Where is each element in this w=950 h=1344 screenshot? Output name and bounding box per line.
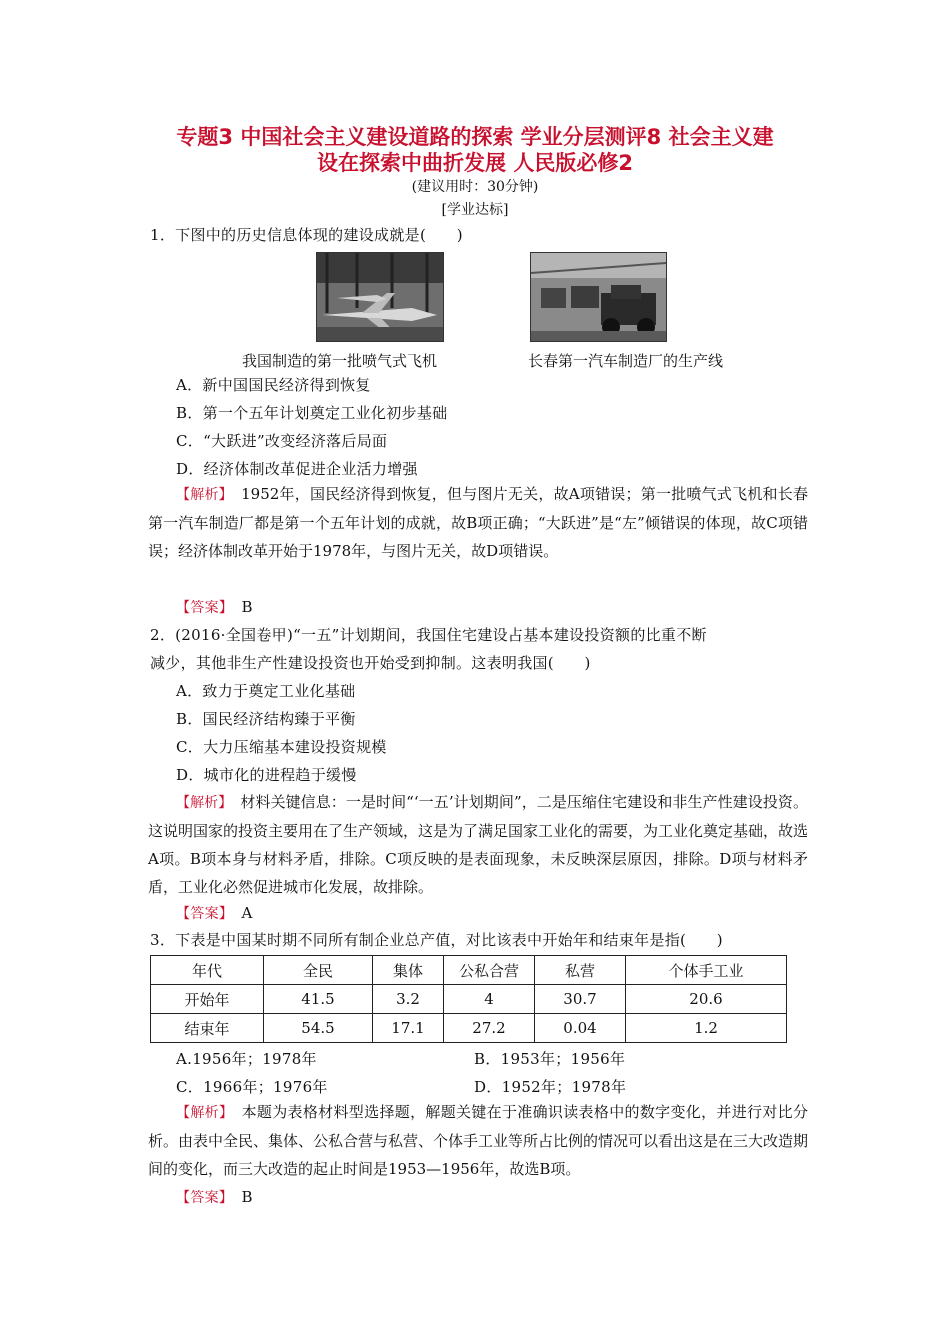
table-cell: 结束年 — [151, 1014, 264, 1043]
answer-label: 【答案】 — [176, 906, 227, 922]
jet-aircraft-image — [317, 253, 443, 341]
table-row — [151, 1014, 787, 1043]
q3-option-d: D．1952年；1978年 — [474, 1078, 627, 1096]
table-header-cell: 公私合营 — [444, 956, 535, 985]
analysis-label: 【解析】 — [176, 487, 226, 503]
jet-aircraft-photo — [316, 252, 444, 342]
q2-answer — [176, 902, 253, 923]
table-header-cell: 年代 — [151, 956, 264, 985]
q1-option-a: A．新中国国民经济得到恢复 — [176, 376, 371, 394]
analysis-label: 【解析】 — [176, 795, 226, 811]
suggested-time: (建议用时：30分钟) — [411, 179, 539, 195]
table-header-cell: 全民 — [264, 956, 373, 985]
table-cell: 开始年 — [151, 985, 264, 1014]
q1-analysis-text: 1952年，国民经济得到恢复，但与图片无关，故A项错误；第一批喷气式飞机和长春第一汽车制造厂都是第一个五年计划的成就，故B项正确；“大跃进”是“左”倾错误的体现，故C项错误；经济体制改革开始于1978年，与图片无关，故D项错误。 — [148, 485, 808, 560]
table-cell: 27.2 — [444, 1014, 535, 1043]
table-cell: 17.1 — [373, 1014, 444, 1043]
q1-answer — [176, 596, 253, 617]
q2-option-a: A．致力于奠定工业化基础 — [176, 682, 356, 700]
section-heading: [学业达标] — [441, 202, 509, 218]
q2-option-d: D．城市化的进程趋于缓慢 — [176, 766, 357, 784]
table-header-row — [151, 956, 787, 985]
q3-option-b: B．1953年；1956年 — [474, 1050, 626, 1068]
q1-option-b: B．第一个五年计划奠定工业化初步基础 — [176, 404, 448, 422]
q3-answer-value: B — [241, 1188, 253, 1206]
q1-answer-value: B — [241, 598, 253, 616]
q2-answer-value: A — [241, 904, 253, 922]
q2-option-c: C．大力压缩基本建设投资规模 — [176, 738, 387, 756]
question-1-stem: 1．下图中的历史信息体现的建设成就是( ) — [150, 226, 463, 244]
document-title-line-1: 专题3 中国社会主义建设道路的探索 学业分层测评8 社会主义建 — [176, 125, 774, 149]
q2-analysis-text: 材料关键信息：一是时间“‘一五’计划期间”，二是压缩住宅建设和非生产性建设投资。这说明国家的投资主要用在了生产领域，这是为了满足国家工业化的需要，为工业化奠定基础，故选A项。B项本身与材料矛盾，排除。C项反映的是表面现象，未反映深层原因，排除。D项与材料矛盾，工业化必然促进城市化发展，故排除。 — [148, 793, 809, 896]
table-header-cell: 个体手工业 — [626, 956, 787, 985]
q1-option-d: D．经济体制改革促进企业活力增强 — [176, 460, 418, 478]
q3-option-c: C．1966年；1976年 — [176, 1078, 328, 1096]
table-cell: 30.7 — [535, 985, 626, 1014]
question-2-stem-line-2: 减少，其他非生产性建设投资也开始受到抑制。这表明我国( ) — [150, 654, 591, 672]
answer-label: 【答案】 — [176, 600, 227, 616]
answer-label: 【答案】 — [176, 1190, 227, 1206]
table-header-cell: 集体 — [373, 956, 444, 985]
table-cell: 4 — [444, 985, 535, 1014]
q1-option-c: C．“大跃进”改变经济落后局面 — [176, 432, 388, 450]
q3-option-a: A.1956年；1978年 — [176, 1050, 317, 1068]
question-3-stem: 3．下表是中国某时期不同所有制企业总产值，对比该表中开始年和结束年是指( ) — [150, 931, 723, 949]
table-cell: 3.2 — [373, 985, 444, 1014]
q2-option-b: B．国民经济结构臻于平衡 — [176, 710, 356, 728]
analysis-label: 【解析】 — [176, 1105, 227, 1121]
table-cell: 20.6 — [626, 985, 787, 1014]
table-row — [151, 985, 787, 1014]
q1-analysis — [148, 480, 808, 565]
table-header-cell: 私营 — [535, 956, 626, 985]
document-title-line-2: 设在探索中曲折发展 人民版必修2 — [317, 151, 633, 175]
car-factory-photo — [530, 252, 667, 342]
caption-car-factory: 长春第一汽车制造厂的生产线 — [528, 352, 724, 370]
q2-analysis — [148, 788, 808, 901]
table-cell: 0.04 — [535, 1014, 626, 1043]
caption-jet-aircraft: 我国制造的第一批喷气式飞机 — [242, 352, 438, 370]
q3-analysis — [148, 1098, 808, 1183]
production-line-image — [531, 253, 666, 341]
table-cell: 1.2 — [626, 1014, 787, 1043]
table-cell: 41.5 — [264, 985, 373, 1014]
table-cell: 54.5 — [264, 1014, 373, 1043]
output-value-table — [150, 955, 787, 1043]
q3-analysis-text: 本题为表格材料型选择题，解题关键在于准确识读表格中的数字变化，并进行对比分析。由表中全民、集体、公私合营与私营、个体手工业等所占比例的情况可以看出这是在三大改造期间的变化，而三大改造的起止时间是1953—1956年，故选B项。 — [148, 1103, 809, 1178]
q3-answer — [176, 1186, 253, 1207]
question-2-stem-line-1: 2．(2016·全国卷甲)“一五”计划期间，我国住宅建设占基本建设投资额的比重不断 — [150, 626, 707, 644]
